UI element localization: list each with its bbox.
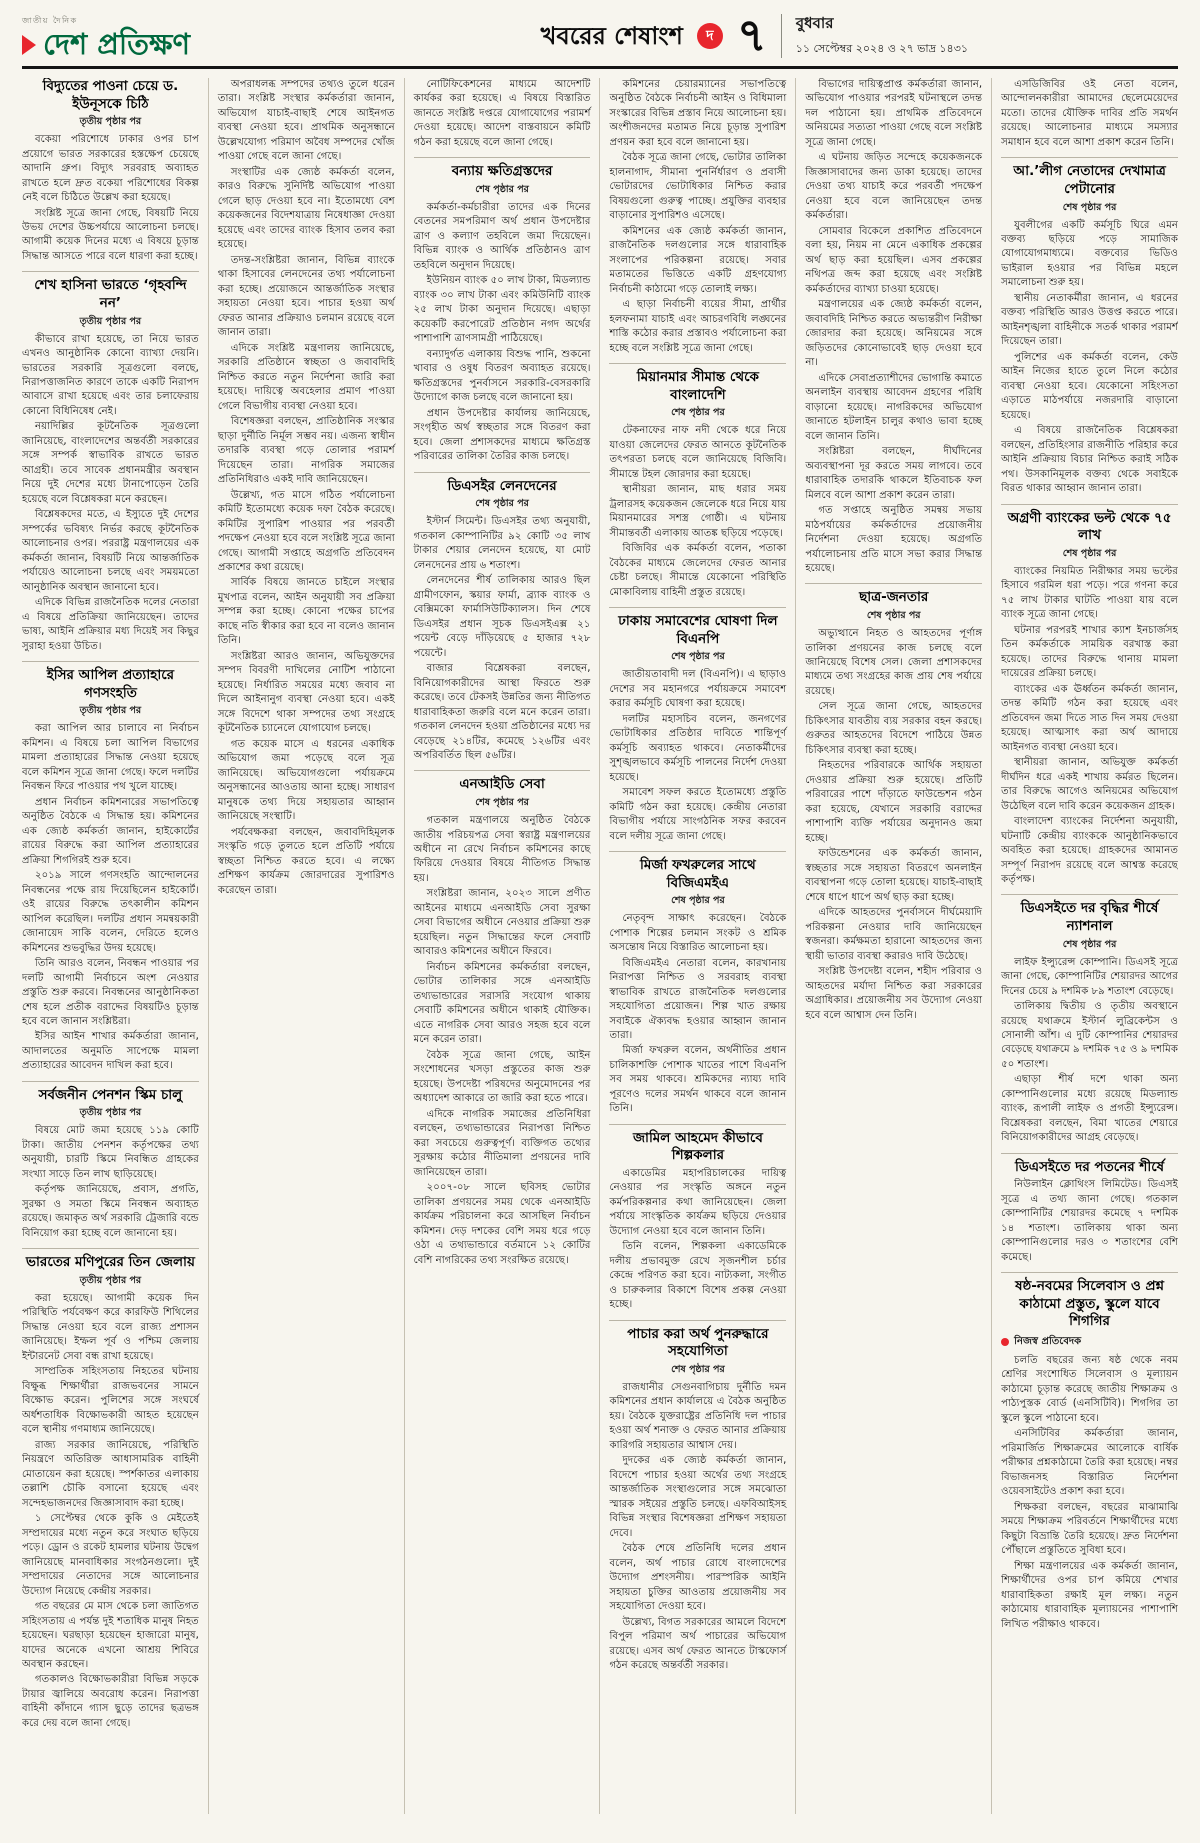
article-continuation-dateline: শেষ পৃষ্ঠার পর <box>1062 201 1117 213</box>
article-paragraph: এদিকে সংশ্লিষ্ট মন্ত্রণালয় জানিয়েছে, সরকারি প্রতিষ্ঠানে স্বচ্ছতা ও জবাবদিহি নিশ্চিত করতে নতুন নির্দেশনা জারি করা হয়েছে। দায়িত্বে অবহেলার প্রমাণ পাওয়া গেলে বিভাগীয় ব্যবস্থা নেওয়া হবে। <box>217 342 395 412</box>
article-paragraph: কীভাবে রাখা হয়েছে, তা নিয়ে ভারত এখনও আনুষ্ঠানিক কোনো ব্যাখ্যা দেয়নি। ভারতের সরকারি সূত্রগুলো বলছে, নিরাপত্তাজনিত কারণে তাকে একটি নিরাপদ আবাসে রাখা হয়েছে এবং তার চলাফেরায় কোনো বিধিনিষেধ নেই। <box>22 333 199 417</box>
article <box>1001 78 1178 150</box>
article-continuation-dateline: তৃতীয় পৃষ্ঠার পর <box>79 1107 142 1119</box>
article-continuation-dateline: শেষ পৃষ্ঠার পর <box>475 183 529 195</box>
article-paragraph: সংশ্লিষ্টরা আরও জানান, অভিযুক্তদের সম্পদ বিবরণী দাখিলের নোটিশ পাঠানো হয়েছে। নির্ধারিত সময়ের মধ্যে জবাব না দিলে আইনানুগ ব্যবস্থা নেওয়া হবে। একই সঙ্গে বিদেশে থাকা সম্পদের তথ্য সংগ্রহে কূটনৈতিক চ্যানেলে যোগাযোগ চলছে। <box>217 650 395 735</box>
article-paragraph: বৈঠক সূত্রে জানা গেছে, আইন সংশোধনের খসড়া প্রস্তুতের কাজ শুরু হয়েছে। উপদেষ্টা পরিষদের অনুমোদনের পর অধ্যাদেশ আকারে তা জারি করা হতে পারে। <box>413 1049 591 1105</box>
article-paragraph: এসডিজিবির ওই নেতা বলেন, আন্দোলনকারীরা আমাদের ছেলেমেয়েদের মতো। তাদের যৌক্তিক দাবির প্রতি সমর্থন রয়েছে। আলোচনার মাধ্যমে সমস্যার সমাধান হবে বলে আশা প্রকাশ করেন তিনি। <box>1001 79 1178 148</box>
article-paragraph: টেকনাফের নাফ নদী থেকে ধরে নিয়ে যাওয়া জেলেদের ফেরত আনতে কূটনৈতিক তৎপরতা চলছে বলে জানিয়েছে বিজিবি। সীমান্তে টহল জোরদার করা হয়েছে। <box>609 425 787 480</box>
article-paragraph: তদন্ত-সংশ্লিষ্টরা জানান, বিভিন্ন ব্যাংকে থাকা হিসাবের লেনদেনের তথ্য পর্যালোচনা করা হচ্ছে। প্রয়োজনে আন্তর্জাতিক সংস্থার সহায়তা নেওয়া হবে। পাচার হওয়া অর্থ ফেরত আনার প্রক্রিয়াও চলমান রয়েছে বলে জানান তারা। <box>217 254 395 339</box>
article-headline: ডিএসইতে দর বৃদ্ধির শীর্ষে ন্যাশনাল <box>1020 900 1159 935</box>
article-headline: ডিএসইতে দর পতনের শীর্ষে <box>1015 1158 1165 1175</box>
article-continuation-dateline: শেষ পৃষ্ঠার পর <box>671 895 725 907</box>
article-paragraph: সংশ্লিষ্টরা জানান, ২০২৩ সালে প্রণীত আইনের মাধ্যমে এনআইডি সেবা সুরক্ষা সেবা বিভাগের অধীনে নেওয়ার প্রক্রিয়া শুরু হয়েছিল। নতুন সিদ্ধান্তের ফলে সেবাটি আবারও কমিশনের অধীনে ফিরবে। <box>413 888 591 958</box>
article <box>414 78 591 150</box>
article-paragraph: ইস্টার্ন সিমেন্ট। ডিএসইর তথ্য অনুযায়ী, গতকাল কোম্পানিটির ৯২ কোটি ৩৫ লাখ টাকার শেয়ার লেনদেন হয়েছে, যা মোট লেনদেনের প্রায় ৬ শতাংশ। <box>413 516 591 571</box>
article <box>414 770 591 1268</box>
article-paragraph: কর্মকর্তা-কর্মচারীরা তাদের এক দিনের বেতনের সমপরিমাণ অর্থ প্রধান উপদেষ্টার ত্রাণ ও কল্যাণ তহবিলে জমা দিয়েছেন। বিভিন্ন ব্যাংক ও আর্থিক প্রতিষ্ঠানও ত্রাণ তহবিলে অনুদান দিয়েছে। <box>413 201 591 271</box>
article-paragraph: নিহতদের পরিবারকে আর্থিক সহায়তা দেওয়ার প্রক্রিয়া শুরু হয়েছে। প্রতিটি পরিবারের পাশে দাঁড়াতে ফাউন্ডেশন গঠন করা হয়েছে, যেখানে সরকারি বরাদ্দের পাশাপাশি ব্যক্তি পর্যায়ের অনুদানও জমা হচ্ছে। <box>805 760 983 844</box>
article-paragraph: সংশ্লিষ্ট উপদেষ্টা বলেন, শহীদ পরিবার ও আহতদের মর্যাদা নিশ্চিত করা সরকারের অগ্রাধিকার। প্রয়োজনীয় সব উদ্যোগ নেওয়া হবে বলে আশ্বাস দেন তিনি। <box>805 966 983 1021</box>
article-paragraph: স্থানীয়রা জানান, অভিযুক্ত কর্মকর্তা দীর্ঘদিন ধরে একই শাখায় কর্মরত ছিলেন। তার বিরুদ্ধে আগেও অনিয়মের অভিযোগ উঠেছিল বলে দাবি করেন কয়েকজন গ্রাহক। <box>1001 757 1178 812</box>
article-paragraph: তিনি বলেন, শিল্পকলা একাডেমিকে দলীয় প্রভাবমুক্ত রেখে সৃজনশীল চর্চার কেন্দ্রে পরিণত করা হবে। নাট্যকলা, সংগীত ও চারুকলার বিকাশে বিশেষ প্রকল্প নেওয়া হচ্ছে। <box>609 1241 787 1311</box>
article-paragraph: উল্লেখ্য, বিগত সরকারের আমলে বিদেশে বিপুল পরিমাণ অর্থ পাচারের অভিযোগ রয়েছে। এসব অর্থ ফেরত আনতে টাস্কফোর্স গঠন করেছে অন্তর্বর্তী সরকার। <box>609 1616 787 1672</box>
article <box>1001 504 1178 888</box>
article-continuation-dateline: শেষ পৃষ্ঠার পর <box>475 797 529 809</box>
article-paragraph: বন্যাদুর্গত এলাকায় বিশুদ্ধ পানি, শুকনো খাবার ও ওষুধ বিতরণ অব্যাহত রয়েছে। ক্ষতিগ্রস্তদের পুনর্বাসনে সরকারি-বেসরকারি উদ্যোগে কাজ চলছে বলে জানানো হয়। <box>413 348 591 404</box>
article-headline: পাচার করা অর্থ পুনরুদ্ধারে সহযোগিতা <box>627 1325 769 1360</box>
article-paragraph: নির্বাচন কমিশনের কর্মকর্তারা বলছেন, ভোটার তালিকার সঙ্গে এনআইডি তথ্যভান্ডারের সরাসরি সংযোগ থাকায় সেবাটি কমিশনের অধীনে থাকাই যৌক্তিক। এতে নাগরিক সেবা আরও সহজ হবে বলে মনে করেন তারা। <box>413 961 591 1046</box>
weekday: বুধবার <box>795 14 834 32</box>
article <box>22 271 199 654</box>
article-headline: জামিল আহমেদ কীভাবে শিল্পকলার <box>632 1129 763 1164</box>
page-number: ৭ <box>736 7 767 62</box>
article-paragraph: বিভাগের দায়িত্বপ্রাপ্ত কর্মকর্তারা জানান, অভিযোগ পাওয়ার পরপরই ঘটনাস্থলে তদন্ত দল পাঠানো হয়। প্রাথমিক প্রতিবেদনে অনিয়মের সত্যতা পাওয়া গেছে বলে সংশ্লিষ্ট সূত্রে জানা গেছে। <box>805 79 983 148</box>
article-paragraph: অভ্যুত্থানে নিহত ও আহতদের পূর্ণাঙ্গ তালিকা প্রণয়নের কাজ চলছে বলে জানিয়েছে বিশেষ সেল। জেলা প্রশাসকদের মাধ্যমে তথ্য সংগ্রহের কাজ প্রায় শেষ পর্যায়ে রয়েছে। <box>805 628 983 697</box>
article-headline: মিয়ানমার সীমান্ত থেকে বাংলাদেশি <box>636 369 759 403</box>
article-paragraph: শিক্ষকরা বলছেন, বছরের মাঝামাঝি সময়ে শিক্ষাক্রম পরিবর্তনে শিক্ষার্থীদের মধ্যে কিছুটা বিভ্রান্তি তৈরি হয়েছে। দ্রুত নির্দেশনা পৌঁছালে প্রস্তুতিতে সুবিধা হবে। <box>1001 1501 1178 1557</box>
article <box>805 583 982 1023</box>
article-paragraph: লাইফ ইন্স্যুরেন্স কোম্পানি। ডিএসই সূত্রে জানা গেছে, কোম্পানিটির শেয়ারদর আগের দিনের চেয়ে ৯ দশমিক ৮৯ শতাংশ বেড়েছে। <box>1001 956 1178 997</box>
article-paragraph: শিক্ষা মন্ত্রণালয়ের এক কর্মকর্তা জানান, শিক্ষার্থীদের ওপর চাপ কমিয়ে শেখার ধারাবাহিকতা রক্ষাই মূল লক্ষ্য। নতুন কাঠামোয় ধারাবাহিক মূল্যায়নের পাশাপাশি লিখিত পরীক্ষাও থাকবে। <box>1001 1560 1178 1630</box>
article-paragraph: পুলিশের এক কর্মকর্তা বলেন, কেউ আইন নিজের হাতে তুলে নিলে কঠোর ব্যবস্থা নেওয়া হবে। যেকোনো সহিংসতা এড়াতে মাঠপর্যায়ে নজরদারি বাড়ানো হয়েছে। <box>1001 351 1178 421</box>
article-paragraph: বিজিবির এক কর্মকর্তা বলেন, পতাকা বৈঠকের মাধ্যমে জেলেদের ফেরত আনার চেষ্টা চলছে। সীমান্তে যেকোনো পরিস্থিতি মোকাবিলায় বাহিনী প্রস্তুত রয়েছে। <box>609 543 787 598</box>
article-paragraph: সমাবেশ সফল করতে ইতোমধ্যে প্রস্তুতি কমিটি গঠন করা হয়েছে। কেন্দ্রীয় নেতারা বিভাগীয় পর্যায়ে সাংগঠনিক সফর করবেন বলে দলীয় সূত্রে জানা গেছে। <box>609 787 787 842</box>
article-paragraph: বকেয়া পরিশোধে ঢাকার ওপর চাপ প্রয়োগে ভারত সরকারের হস্তক্ষেপ চেয়েছে আদানি গ্রুপ। বিদ্যুৎ সরবরাহ অব্যাহত রাখতে হলে দ্রুত বকেয়া পরিশোধের বিকল্প নেই বলে চিঠিতে উল্লেখ করা হয়েছে। <box>22 134 199 204</box>
article-headline: ছাত্র-জনতার <box>859 589 929 606</box>
article-headline: শেখ হাসিনা ভারতে ‘গৃহবন্দি নন’ <box>34 277 187 311</box>
article <box>1001 1272 1178 1632</box>
article-paragraph: ২০০৭-০৮ সালে ছবিসহ ভোটার তালিকা প্রণয়নের সময় থেকে এনআইডি কার্যক্রম পরিচালনা করে আসছিল নির্বাচন কমিশন। দেড় দশকের বেশি সময় ধরে গড়ে ওঠা এ তথ্যভান্ডারে বর্তমানে ১২ কোটির বেশি নাগরিকের তথ্য সংরক্ষিত রয়েছে। <box>413 1182 591 1266</box>
article-paragraph: সংশ্লিষ্টরা বলছেন, দীর্ঘদিনের অব্যবস্থাপনা দূর করতে সময় লাগবে। তবে ধারাবাহিক তদারকি থাকলে ইতিবাচক ফল মিলবে বলে আশা প্রকাশ করেন তারা। <box>805 446 983 501</box>
date-line: ১১ সেপ্টেম্বর ২০২৪ ও ২৭ ভাদ্র ১৪৩১ <box>795 42 968 55</box>
article-paragraph: কমিশনের চেয়ারম্যানের সভাপতিত্বে অনুষ্ঠিত বৈঠকে নির্বাচনী আইন ও বিধিমালা সংস্কারের বিভিন্ন প্রস্তাব নিয়ে আলোচনা হয়। অংশীজনদের মতামত নিয়ে চূড়ান্ত সুপারিশ প্রণয়ন করা হবে বলে জানানো হয়। <box>609 79 787 148</box>
paper-emblem-icon: দ <box>697 23 723 49</box>
article <box>1001 1153 1178 1265</box>
article-paragraph: নোটিফিকেশনের মাধ্যমে আদেশটি কার্যকর করা হয়েছে। এ বিষয়ে বিস্তারিত জানতে সংশ্লিষ্ট দপ্তরে যোগাযোগের পরামর্শ দেওয়া হয়েছে। আদেশ বাস্তবায়নে কমিটি গঠন করা হয়েছে বলে জানা গেছে। <box>413 79 591 148</box>
article-paragraph: বিষয়ে মোট জমা হয়েছে ১১৯ কোটি টাকা। জাতীয় পেনশন কর্তৃপক্ষের তথ্য অনুযায়ী, চারটি স্কিমে নিবন্ধিত গ্রাহকের সংখ্যা সাড়ে তিন লাখ ছাড়িয়েছে। <box>22 1125 199 1180</box>
article-paragraph: ব্যাংকের নিয়মিত নিরীক্ষার সময় ভল্টের হিসাবে গরমিল ধরা পড়ে। পরে গণনা করে ৭৫ লাখ টাকার ঘাটতি পাওয়া যায় বলে ব্যাংক সূত্রে জানা গেছে। <box>1001 565 1178 621</box>
article-paragraph: গতকালও বিক্ষোভকারীরা বিভিন্ন সড়কে টায়ার জ্বালিয়ে অবরোধ করেন। নিরাপত্তা বাহিনী কাঁদানে গ্যাস ছুড়ে তাদের ছত্রভঙ্গ করে দেয় বলে জানা গেছে। <box>22 1674 199 1729</box>
article-continuation-dateline: শেষ পৃষ্ঠার পর <box>1062 938 1117 950</box>
section-title: খবরের শেষাংশ <box>540 21 683 50</box>
article-paragraph: চলতি বছরের জন্য ষষ্ঠ থেকে নবম শ্রেণির সংশোধিত সিলেবাস ও মূল্যায়ন কাঠামো চূড়ান্ত করেছে জাতীয় শিক্ষাক্রম ও পাঠ্যপুস্তক বোর্ড (এনসিটিবি)। শিগগির তা স্কুলে স্কুলে পাঠানো হবে। <box>1001 1354 1178 1424</box>
article-paragraph: এছাড়া শীর্ষ দশে থাকা অন্য কোম্পানিগুলোর মধ্যে রয়েছে মিডল্যান্ড ব্যাংক, রূপালী লাইফ ও প্রগতী ইন্স্যুরেন্স। বিশ্লেষকরা বলছেন, বিমা খাতের শেয়ারে বিনিয়োগকারীদের আগ্রহ বেড়েছে। <box>1001 1074 1178 1144</box>
article-byline-text: নিজস্ব প্রতিবেদক <box>1014 1335 1082 1347</box>
article-paragraph: গত বছরের মে মাস থেকে চলা জাতিগত সহিংসতায় এ পর্যন্ত দুই শতাধিক মানুষ নিহত হয়েছেন। ঘরছাড়া হয়েছেন হাজারো মানুষ, যাদের অনেকে এখনো আশ্রয় শিবিরে অবস্থান করছেন। <box>22 1601 199 1670</box>
article-paragraph: এনসিটিবির কর্মকর্তারা জানান, পরিমার্জিত শিক্ষাক্রমের আলোকে বার্ষিক পরীক্ষার প্রশ্নকাঠামো তৈরি করা হয়েছে। নম্বর বিভাজনসহ বিস্তারিত নির্দেশনা ওয়েবসাইটেও প্রকাশ করা হবে। <box>1001 1428 1178 1498</box>
article <box>609 363 786 600</box>
article <box>1001 894 1178 1145</box>
article-paragraph: বিশ্লেষকদের মতে, এ ইস্যুতে দুই দেশের সম্পর্কের ভবিষ্যৎ নির্ভর করছে কূটনৈতিক আলোচনার ওপর। পররাষ্ট্র মন্ত্রণালয়ের এক কর্মকর্তা জানান, বিষয়টি নিয়ে আন্তর্জাতিক পর্যায়েও আলোচনা চলছে এবং সময়মতো আনুষ্ঠানিক অবস্থান জানানো হবে। <box>22 509 199 593</box>
column-3 <box>404 78 600 1814</box>
column-6 <box>991 78 1178 1814</box>
article-headline: ডিএসইর লেনদেনের <box>447 477 557 494</box>
date-box <box>796 12 968 59</box>
article-paragraph: ফাউন্ডেশনের এক কর্মকর্তা জানান, স্বচ্ছতার সঙ্গে সহায়তা বিতরণে অনলাইন ব্যবস্থাপনা গড়ে তোলা হয়েছে। যাচাই-বাছাই শেষে ধাপে ধাপে অর্থ ছাড় করা হচ্ছে। <box>805 848 983 903</box>
article-headline: মির্জা ফখরুলের সাথে বিজিএমইএ <box>640 857 756 891</box>
article-paragraph: সাম্প্রতিক সহিংসতায় নিহতের ঘটনায় বিক্ষুব্ধ শিক্ষার্থীরা রাজভবনের সামনে বিক্ষোভ করেন। পুলিশের সঙ্গে সংঘর্ষে অর্ধশতাধিক বিক্ষোভকারী আহত হয়েছেন বলে স্থানীয় গণমাধ্যম জানিয়েছে। <box>22 1366 199 1436</box>
article-paragraph: বৈঠক সূত্রে জানা গেছে, ভোটার তালিকা হালনাগাদ, সীমানা পুনর্নির্ধারণ ও প্রবাসী ভোটারদের ভোটাধিকার নিশ্চিত করার বিষয়গুলো গুরুত্ব পাচ্ছে। প্রযুক্তির ব্যবহার বাড়ানোর সুপারিশও এসেছে। <box>609 152 787 222</box>
article-byline <box>1001 1334 1178 1351</box>
article-headline: ভারতের মণিপুরের তিন জেলায় <box>25 1254 195 1271</box>
masthead-flag-icon <box>22 35 36 55</box>
article <box>414 157 591 464</box>
article-paragraph: এদিকে সেবাপ্রত্যাশীদের ভোগান্তি কমাতে অনলাইন ব্যবস্থায় আবেদন গ্রহণের পরিধি বাড়ানো হয়েছে। নাগরিকদের অভিযোগ জানাতে হটলাইন চালুর কথাও ভাবা হচ্ছে বলে জানান তিনি। <box>805 372 983 442</box>
article-paragraph: এ ছাড়া নির্বাচনী ব্যয়ের সীমা, প্রার্থীর হলফনামা যাচাই এবং আচরণবিধি লঙ্ঘনের শাস্তি কঠোর করার প্রস্তাবও পর্যালোচনা করা হচ্ছে বলে সংশ্লিষ্ট সূত্রে জানা গেছে। <box>609 299 787 354</box>
article-paragraph: প্রধান নির্বাচন কমিশনারের সভাপতিত্বে অনুষ্ঠিত বৈঠকে এ সিদ্ধান্ত হয়। কমিশনের এক জ্যেষ্ঠ কর্মকর্তা জানান, হাইকোর্টের রায়ের বিরুদ্ধে করা আপিল প্রত্যাহারের প্রক্রিয়া শিগগিরই শুরু হবে। <box>22 796 199 866</box>
article-paragraph: গত কয়েক মাসে এ ধরনের একাধিক অভিযোগ জমা পড়েছে বলে সূত্র জানিয়েছে। অভিযোগগুলো পর্যায়ক্রমে অনুসন্ধানের আওতায় আনা হচ্ছে। সাধারণ মানুষকে তথ্য দিয়ে সহায়তার আহ্বান জানিয়েছে সংস্থাটি। <box>217 738 395 823</box>
article-continuation-dateline: তৃতীয় পৃষ্ঠার পর <box>79 705 142 717</box>
article <box>609 1320 786 1674</box>
article-paragraph: যুবলীগের একটি কর্মসূচি ঘিরে এমন বক্তব্য ছড়িয়ে পড়ে সামাজিক যোগাযোগমাধ্যমে। বক্তব্যের ভিডিও ভাইরাল হওয়ার পর বিভিন্ন মহলে সমালোচনা শুরু হয়। <box>1001 219 1178 289</box>
article-continuation-dateline: শেষ পৃষ্ঠার পর <box>671 651 725 663</box>
article-paragraph: এ ঘটনায় জড়িত সন্দেহে কয়েকজনকে জিজ্ঞাসাবাদের জন্য ডাকা হয়েছে। তাদের দেওয়া তথ্য যাচাই করে পরবর্তী পদক্ষেপ নেওয়া হবে বলে জানিয়েছেন তদন্ত কর্মকর্তারা। <box>805 152 983 222</box>
article-continuation-dateline: তৃতীয় পৃষ্ঠার পর <box>79 315 142 327</box>
article-continuation-dateline: তৃতীয় পৃষ্ঠার পর <box>79 1274 142 1286</box>
article-paragraph: এদিকে আহতদের পুনর্বাসনে দীর্ঘমেয়াদি পরিকল্পনা নেওয়ার দাবি জানিয়েছেন স্বজনরা। কর্মক্ষমতা হারানো আহতদের জন্য স্থায়ী ভাতার ব্যবস্থা করারও দাবি উঠেছে। <box>805 907 983 962</box>
article <box>22 1081 199 1241</box>
article-continuation-dateline: শেষ পৃষ্ঠার পর <box>671 1363 725 1375</box>
article-paragraph: সংস্থাটির এক জ্যেষ্ঠ কর্মকর্তা বলেন, কারও বিরুদ্ধে সুনির্দিষ্ট অভিযোগ পাওয়া গেলে ছাড় দেওয়া হবে না। ইতোমধ্যে বেশ কয়েকজনের বিদেশযাত্রায় নিষেধাজ্ঞা দেওয়া হয়েছে এবং তাদের ব্যাংক হিসাব তলব করা হয়েছে। <box>217 166 395 251</box>
columns <box>22 78 1178 1814</box>
article-paragraph: পর্যবেক্ষকরা বলছেন, জবাবদিহিমূলক সংস্কৃতি গড়ে তুলতে হলে প্রতিটি পর্যায়ে স্বচ্ছতা নিশ্চিত করতে হবে। এ লক্ষ্যে প্রশিক্ষণ কার্যক্রম জোরদারের সুপারিশও করেছেন তারা। <box>217 826 395 896</box>
page-header <box>22 7 1178 69</box>
masthead <box>22 15 190 59</box>
reporter-bullet-icon <box>1001 1338 1009 1346</box>
article-paragraph: ২০১৯ সালে গণসংহতি আন্দোলনের নিবন্ধনের পক্ষে রায় দিয়েছিলেন হাইকোর্ট। ওই রায়ের বিরুদ্ধে তৎকালীন কমিশন আপিল করেছিল। দলটির প্রধান সমন্বয়কারী জোনায়েদ সাকি বলেন, দেরিতে হলেও কমিশনের শুভবুদ্ধির উদয় হয়েছে। <box>22 870 199 954</box>
article-paragraph: করা হয়েছে। আগামী কয়েক দিন পরিস্থিতি পর্যবেক্ষণ করে কারফিউ শিথিলের সিদ্ধান্ত নেওয়া হবে বলে রাজ্য প্রশাসন জানিয়েছে। ইম্ফল পূর্ব ও পশ্চিম জেলায় ইন্টারনেট সেবা বন্ধ রাখা হয়েছে। <box>22 1292 199 1362</box>
article-paragraph: কমিশনের এক জ্যেষ্ঠ কর্মকর্তা জানান, রাজনৈতিক দলগুলোর সঙ্গে ধারাবাহিক সংলাপের পরিকল্পনা রয়েছে। সবার মতামতের ভিত্তিতে একটি গ্রহণযোগ্য নির্বাচনী কাঠামো গড়ে তোলাই লক্ষ্য। <box>609 225 787 295</box>
article-paragraph: বাংলাদেশ ব্যাংকের নির্দেশনা অনুযায়ী, ঘটনাটি কেন্দ্রীয় ব্যাংককে আনুষ্ঠানিকভাবে অবহিত করা হয়েছে। গ্রাহকদের আমানত সম্পূর্ণ নিরাপদ রয়েছে বলে আশ্বস্ত করেছে কর্তৃপক্ষ। <box>1001 816 1178 885</box>
article <box>1001 157 1178 496</box>
article-paragraph: রাজধানীর সেগুনবাগিচায় দুর্নীতি দমন কমিশনের প্রধান কার্যালয়ে এ বৈঠক অনুষ্ঠিত হয়। বৈঠকে যুক্তরাষ্ট্রের প্রতিনিধি দল পাচার হওয়া অর্থ শনাক্ত ও ফেরত আনার প্রক্রিয়ায় কারিগরি সহায়তার আশ্বাস দেয়। <box>609 1381 787 1451</box>
article-paragraph: গতকাল মন্ত্রণালয়ে অনুষ্ঠিত বৈঠকে জাতীয় পরিচয়পত্র সেবা স্বরাষ্ট্র মন্ত্রণালয়ের অধীনে না রেখে নির্বাচন কমিশনের কাছে ফিরিয়ে দেওয়ার বিষয়ে নীতিগত সিদ্ধান্ত হয়। <box>413 815 591 884</box>
article-paragraph: একাডেমির মহাপরিচালকের দায়িত্ব নেওয়ার পর সংস্কৃতি অঙ্গনে নতুন কর্মপরিকল্পনার কথা জানিয়েছেন। জেলা পর্যায়ে সাংস্কৃতিক কার্যক্রম ছড়িয়ে দেওয়ার উদ্যোগ নেওয়া হবে বলে জানান তিনি। <box>609 1167 787 1237</box>
header-right <box>540 7 968 62</box>
article-headline: এনআইডি সেবা <box>459 776 545 793</box>
paper-name: দেশ প্রতিক্ষণ <box>43 27 190 61</box>
article-paragraph: উল্লেখ্য, গত মাসে গঠিত পর্যালোচনা কমিটি ইতোমধ্যে কয়েক দফা বৈঠক করেছে। কমিটির সুপারিশ পাওয়ার পর পরবর্তী পদক্ষেপ নেওয়া হবে বলে সংশ্লিষ্ট সূত্রে জানা গেছে। আগামী সপ্তাহে অগ্রগতি প্রতিবেদন প্রকাশের কথা রয়েছে। <box>217 489 395 573</box>
article-headline: অগ্রণী ব্যাংকের ভল্ট থেকে ৭৫ লাখ <box>1007 509 1172 544</box>
article-paragraph: কর্তৃপক্ষ জানিয়েছে, প্রবাস, প্রগতি, সুরক্ষা ও সমতা স্কিমে নিবন্ধন অব্যাহত রয়েছে। জমাকৃত অর্থ সরকারি ট্রেজারি বন্ডে বিনিয়োগ করা হচ্ছে বলে জানানো হয়। <box>22 1184 199 1239</box>
article-headline: বিদ্যুতের পাওনা চেয়ে ড. ইউনূসকে চিঠি <box>42 78 179 112</box>
article-continuation-dateline: শেষ পৃষ্ঠার পর <box>671 407 725 419</box>
article-headline: ষষ্ঠ-নবমের সিলেবাস ও প্রশ্ন কাঠামো প্রস্তুত, স্কুলে যাবে শিগগির <box>1015 1278 1165 1330</box>
article-paragraph: এদিকে বিভিন্ন রাজনৈতিক দলের নেতারা এ বিষয়ে প্রতিক্রিয়া জানিয়েছেন। তাদের ভাষ্য, আইনি প্রক্রিয়ার মধ্য দিয়েই সব কিছুর সুরাহা হওয়া উচিত। <box>22 597 199 652</box>
masthead-tagline: জাতীয় দৈনিক <box>22 16 78 25</box>
article <box>414 472 591 764</box>
article-paragraph: সোমবার বিকেলে প্রকাশিত প্রতিবেদনে বলা হয়, নিয়ম না মেনে একাধিক প্রকল্পের অর্থ ছাড় করা হয়েছিল। এসব প্রকল্পের নথিপত্র জব্দ করা হয়েছে এবং সংশ্লিষ্ট কর্মকর্তাদের ব্যাখ্যা চাওয়া হয়েছে। <box>805 225 983 295</box>
article-paragraph: লেনদেনের শীর্ষ তালিকায় আরও ছিল গ্রামীণফোন, স্কয়ার ফার্মা, ব্র্যাক ব্যাংক ও বেক্সিমকো ফার্মাসিউটিক্যালস। দিন শেষে ডিএসইর প্রধান সূচক ডিএসইএক্স ২১ পয়েন্ট বেড়ে দাঁড়িয়েছে ৫ হাজার ৭২৮ পয়েন্টে। <box>413 575 591 659</box>
article <box>609 851 786 1117</box>
article-paragraph: অপরাধলব্ধ সম্পদের তথ্যও তুলে ধরেন তারা। সংশ্লিষ্ট সংস্থার কর্মকর্তারা জানান, অভিযোগ যাচাই-বাছাই শেষে আইনগত ব্যবস্থা নেওয়া হবে। প্রাথমিক অনুসন্ধানে উল্লেখযোগ্য পরিমাণ অবৈধ সম্পদের খোঁজ পাওয়া গেছে বলে জানা গেছে। <box>217 79 395 163</box>
article-paragraph: বিজিএমইএ নেতারা বলেন, কারখানায় নিরাপত্তা নিশ্চিত ও সরবরাহ ব্যবস্থা স্বাভাবিক রাখতে রাজনৈতিক দলগুলোর সহযোগিতা প্রয়োজন। শিল্প খাত রক্ষায় সবাইকে ঐক্যবদ্ধ হওয়ার আহ্বান জানান তারা। <box>609 957 787 1041</box>
article-paragraph: দুদকের এক জ্যেষ্ঠ কর্মকর্তা জানান, বিদেশে পাচার হওয়া অর্থের তথ্য সংগ্রহে আন্তর্জাতিক সংস্থাগুলোর সঙ্গে সমঝোতা স্মারক সইয়ের প্রস্তুতি চলছে। এফবিআইসহ বিভিন্ন সংস্থার বিশেষজ্ঞরা প্রশিক্ষণ সহায়তা দেবে। <box>609 1455 787 1539</box>
article-paragraph: সংশ্লিষ্ট সূত্রে জানা গেছে, বিষয়টি নিয়ে উভয় দেশের উচ্চপর্যায়ে আলোচনা চলছে। আগামী কয়েক দিনের মধ্যে এ বিষয়ে চূড়ান্ত সিদ্ধান্ত আসতে পারে বলে ধারণা করা হচ্ছে। <box>22 207 199 262</box>
article <box>22 661 199 1074</box>
article-headline: সর্বজনীন পেনশন স্কিম চালু <box>38 1086 183 1103</box>
article-headline: বন্যায় ক্ষতিগ্রস্তদের <box>451 163 553 180</box>
article-paragraph: নিউলাইন ক্লোথিংস লিমিটেড। ডিএসই সূত্রে এ তথ্য জানা গেছে। গতকাল কোম্পানিটির শেয়ারদর কমেছে ৭ দশমিক ১৪ শতাংশ। তালিকায় থাকা অন্য কোম্পানিগুলোর দরও ৩ শতাংশের বেশি কমেছে। <box>1001 1179 1178 1263</box>
column-5 <box>795 78 991 1814</box>
article <box>22 1248 199 1731</box>
article-paragraph: বিশেষজ্ঞরা বলছেন, প্রাতিষ্ঠানিক সংস্কার ছাড়া দুর্নীতি নির্মূল সম্ভব নয়। এজন্য স্বাধীন তদারকি ব্যবস্থা গড়ে তোলার পরামর্শ দিয়েছেন তারা। নাগরিক সমাজের প্রতিনিধিরাও একই দাবি জানিয়েছেন। <box>217 416 395 486</box>
article-paragraph: ইউনিয়ন ব্যাংক ৫০ লাখ টাকা, মিডল্যান্ড ব্যাংক ৩০ লাখ টাকা এবং কমিউনিটি ব্যাংক ২৫ লাখ টাকা অনুদান দিয়েছে। এছাড়া কয়েকটি করপোরেট প্রতিষ্ঠান নগদ অর্থের পাশাপাশি ত্রাণসামগ্রী পাঠিয়েছে। <box>413 275 591 345</box>
article-paragraph: করা আপিল আর চালাবে না নির্বাচন কমিশন। এ বিষয়ে চলা আপিল বিভাগের মামলা প্রত্যাহারের সিদ্ধান্ত নেওয়া হয়েছে বলে কমিশন সূত্রে জানা গেছে। ফলে দলটির নিবন্ধন ফিরে পাওয়ার পথ খুলে যাচ্ছে। <box>22 723 199 793</box>
article <box>218 78 395 898</box>
article-paragraph: গত সপ্তাহে অনুষ্ঠিত সমন্বয় সভায় মাঠপর্যায়ের কর্মকর্তাদের প্রয়োজনীয় নির্দেশনা দেওয়া হয়েছে। অগ্রগতি পর্যালোচনায় প্রতি মাসে সভা করার সিদ্ধান্ত হয়েছে। <box>805 505 983 574</box>
article-continuation-dateline: শেষ পৃষ্ঠার পর <box>866 610 921 622</box>
article-paragraph: ব্যাংকের এক ঊর্ধ্বতন কর্মকর্তা জানান, তদন্ত কমিটি গঠন করা হয়েছে এবং প্রতিবেদন জমা দিতে সাত দিন সময় দেওয়া হয়েছে। আত্মসাৎ করা অর্থ আদায়ে আইনগত ব্যবস্থা নেওয়া হবে। <box>1001 683 1178 753</box>
article-paragraph: এদিকে নাগরিক সমাজের প্রতিনিধিরা বলছেন, তথ্যভান্ডারের নিরাপত্তা নিশ্চিত করা সবচেয়ে গুরুত্বপূর্ণ। ব্যক্তিগত তথ্যের সুরক্ষায় কঠোর নীতিমালা প্রণয়নের দাবি জানিয়েছেন তারা। <box>413 1108 591 1178</box>
article-paragraph: স্থানীয় নেতাকর্মীরা জানান, এ ধরনের বক্তব্য পরিস্থিতি আরও উত্তপ্ত করতে পারে। আইনশৃঙ্খলা বাহিনীকে সতর্ক থাকার পরামর্শ দিয়েছেন তারা। <box>1001 292 1178 348</box>
article <box>609 78 786 356</box>
article <box>22 78 199 264</box>
column-4 <box>599 78 795 1814</box>
article-paragraph: নয়াদিল্লির কূটনৈতিক সূত্রগুলো জানিয়েছে, বাংলাদেশের অন্তর্বর্তী সরকারের সঙ্গে সম্পর্ক স্বাভাবিক রাখতে ভারত আগ্রহী। তবে সাবেক প্রধানমন্ত্রীর অবস্থান নিয়ে দুই দেশের মধ্যে টানাপোড়েন তৈরি হয়েছে বলে বিশ্লেষকরা মনে করছেন। <box>22 421 199 505</box>
article-paragraph: ইসির আইন শাখার কর্মকর্তারা জানান, আদালতের অনুমতি সাপেক্ষে মামলা প্রত্যাহারের আবেদন দাখিল করা হবে। <box>22 1031 199 1072</box>
article-paragraph: ঘটনার পরপরই শাখার ক্যাশ ইনচার্জসহ তিন কর্মকর্তাকে সাময়িক বরখাস্ত করা হয়েছে। তাদের বিরুদ্ধে থানায় মামলা দায়েরের প্রক্রিয়া চলছে। <box>1001 624 1178 680</box>
column-1 <box>22 78 208 1814</box>
article-headline: আ.’লীগ নেতাদের দেখামাত্র পেটানোর <box>1013 163 1166 197</box>
article-paragraph: রাজ্য সরকার জানিয়েছে, পরিস্থিতি নিয়ন্ত্রণে অতিরিক্ত আধাসামরিক বাহিনী মোতায়েন করা হয়েছে। স্পর্শকাতর এলাকায় তল্লাশি চৌকি বসানো হয়েছে এবং সন্দেহভাজনদের জিজ্ঞাসাবাদ করা হচ্ছে। <box>22 1439 199 1509</box>
article-paragraph: মির্জা ফখরুল বলেন, অর্থনীতির প্রধান চালিকাশক্তি পোশাক খাতের পাশে বিএনপি সব সময় থাকবে। শ্রমিকদের ন্যায্য দাবি পূরণেও দলের সমর্থন থাকবে বলে জানান তিনি। <box>609 1045 787 1115</box>
article <box>609 607 786 844</box>
article-paragraph: নেতৃবৃন্দ সাক্ষাৎ করেছেন। বৈঠকে পোশাক শিল্পের চলমান সংকট ও শ্রমিক অসন্তোষ নিয়ে বিস্তারিত আলোচনা হয়। <box>609 913 787 954</box>
masthead-logo <box>22 27 190 61</box>
column-2 <box>208 78 404 1814</box>
article-continuation-dateline: শেষ পৃষ্ঠার পর <box>1062 547 1117 559</box>
article <box>805 78 982 576</box>
article-paragraph: দলটির মহাসচিব বলেন, জনগণের ভোটাধিকার প্রতিষ্ঠার দাবিতে শান্তিপূর্ণ কর্মসূচি অব্যাহত থাকবে। নেতাকর্মীদের সুশৃঙ্খলভাবে কর্মসূচি পালনের নির্দেশ দেওয়া হয়েছে। <box>609 713 787 783</box>
article-paragraph: বৈঠক শেষে প্রতিনিধি দলের প্রধান বলেন, অর্থ পাচার রোধে বাংলাদেশের উদ্যোগ প্রশংসনীয়। পারস্পরিক আইনি সহায়তা চুক্তির আওতায় প্রয়োজনীয় সব সহযোগিতা দেওয়া হবে। <box>609 1543 787 1613</box>
article-paragraph: এ বিষয়ে রাজনৈতিক বিশ্লেষকরা বলছেন, প্রতিহিংসার রাজনীতি পরিহার করে আইনি প্রক্রিয়ায় বিচার নিশ্চিত করাই সঠিক পথ। উসকানিমূলক বক্তব্য থেকে সবাইকে বিরত থাকার আহ্বান জানান তারা। <box>1001 425 1178 495</box>
article-headline: ঢাকায় সমাবেশের ঘোষণা দিল বিএনপি <box>618 613 778 647</box>
article-paragraph: সার্বিক বিষয়ে জানতে চাইলে সংস্থার মুখপাত্র বলেন, আইন অনুযায়ী সব প্রক্রিয়া সম্পন্ন করা হচ্ছে। কোনো পক্ষের চাপের কাছে নতি স্বীকার করা হবে না বলেও জানান তিনি। <box>217 577 395 647</box>
article-paragraph: সেল সূত্রে জানা গেছে, আহতদের চিকিৎসার যাবতীয় ব্যয় সরকার বহন করছে। গুরুতর আহতদের বিদেশে পাঠিয়ে উন্নত চিকিৎসার ব্যবস্থা করা হচ্ছে। <box>805 701 983 756</box>
article-continuation-dateline: তৃতীয় পৃষ্ঠার পর <box>79 116 142 128</box>
header-divider <box>781 14 782 58</box>
article-headline: ইসির আপিল প্রত্যাহারে গণসংহতি <box>46 667 175 701</box>
article-paragraph: ১ সেপ্টেম্বর থেকে কুকি ও মেইতেই সম্প্রদায়ের মধ্যে নতুন করে সংঘাত ছড়িয়ে পড়ে। ড্রোন ও রকেট হামলার ঘটনায় উদ্বেগ জানিয়েছে মানবাধিকার সংগঠনগুলো। দুই সম্প্রদায়ের নেতাদের সঙ্গে আলোচনার উদ্যোগ নিয়েছে কেন্দ্রীয় সরকার। <box>22 1513 199 1597</box>
article-continuation-dateline: শেষ পৃষ্ঠার পর <box>475 498 529 510</box>
article-paragraph: তালিকায় দ্বিতীয় ও তৃতীয় অবস্থানে রয়েছে যথাক্রমে ইস্টার্ন লুব্রিকেন্টস ও সোনালী আঁশ। এ দুটি কোম্পানির শেয়ারদর বেড়েছে যথাক্রমে ৯ দশমিক ৭৫ ও ৯ দশমিক ৫০ শতাংশ। <box>1001 1001 1178 1070</box>
article-paragraph: স্থানীয়রা জানান, মাছ ধরার সময় ট্রলারসহ কয়েকজন জেলেকে ধরে নিয়ে যায় মিয়ানমারের সশস্ত্র গোষ্ঠী। এ ঘটনায় সীমান্তবর্তী এলাকায় আতঙ্ক ছড়িয়ে পড়েছে। <box>609 484 787 539</box>
article-paragraph: প্রধান উপদেষ্টার কার্যালয় জানিয়েছে, সংগৃহীত অর্থ স্বচ্ছতার সঙ্গে বিতরণ করা হবে। জেলা প্রশাসকদের মাধ্যমে ক্ষতিগ্রস্ত পরিবারের তালিকা তৈরির কাজ চলছে। <box>413 407 591 463</box>
article-paragraph: মন্ত্রণালয়ের এক জ্যেষ্ঠ কর্মকর্তা বলেন, জবাবদিহি নিশ্চিত করতে অভ্যন্তরীণ নিরীক্ষা জোরদার করা হয়েছে। অনিয়মের সঙ্গে জড়িতদের কোনোভাবেই ছাড় দেওয়া হবে না। <box>805 299 983 369</box>
article-paragraph: জাতীয়তাবাদী দল (বিএনপি)। এ ছাড়াও দেশের সব মহানগরে পর্যায়ক্রমে সমাবেশ করার কর্মসূচি ঘোষণা করা হয়েছে। <box>609 669 787 710</box>
article-paragraph: তিনি আরও বলেন, নিবন্ধন পাওয়ার পর দলটি আগামী নির্বাচনে অংশ নেওয়ার প্রস্তুতি শুরু করবে। নিবন্ধনের আনুষ্ঠানিকতা শেষ হলে প্রতীক বরাদ্দের বিষয়টিও চূড়ান্ত হবে বলে জানান সংশ্লিষ্টরা। <box>22 958 199 1027</box>
article-paragraph: বাজার বিশ্লেষকরা বলছেন, বিনিয়োগকারীদের আস্থা ফিরতে শুরু করেছে। তবে টেকসই উন্নতির জন্য নীতিগত ধারাবাহিকতা জরুরি বলে মনে করেন তারা। গতকাল লেনদেন হওয়া প্রতিষ্ঠানের মধ্যে দর বেড়েছে ২১৪টির, কমেছে ১২৬টির এবং অপরিবর্তিত ছিল ৫৬টির। <box>413 663 591 761</box>
article <box>609 1124 786 1313</box>
